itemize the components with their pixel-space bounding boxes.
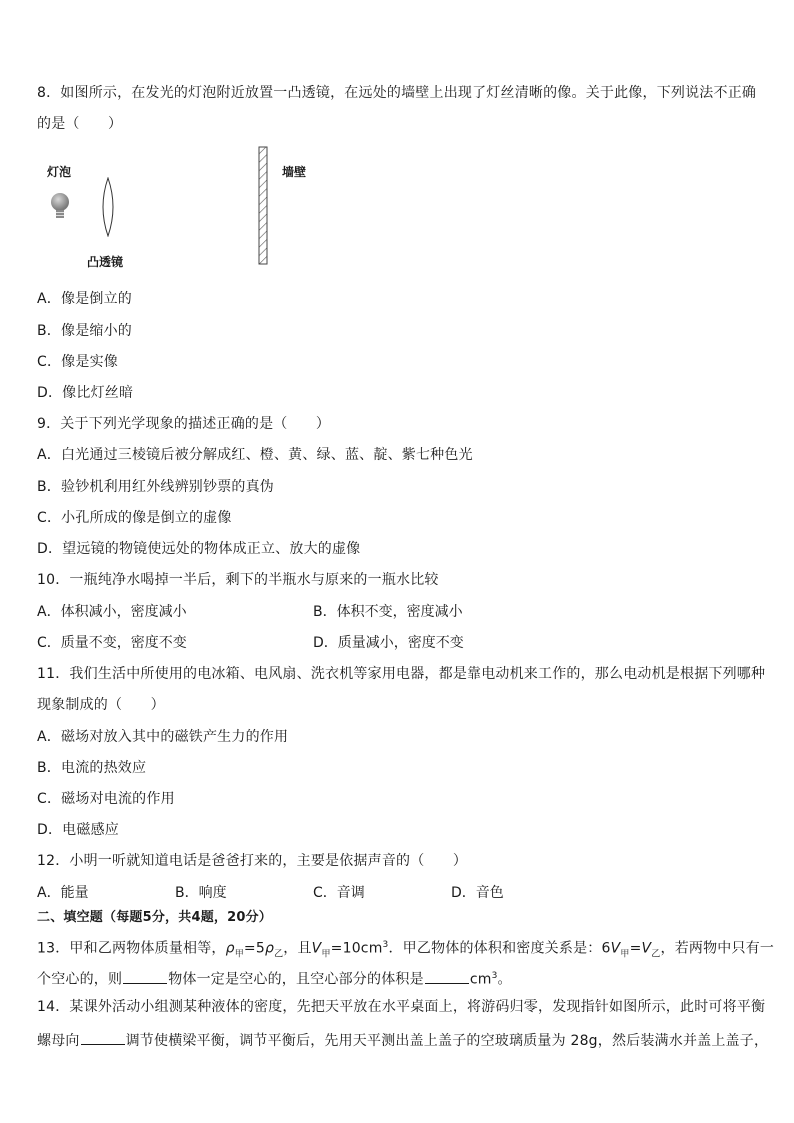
q12-option-a: A．能量 (37, 885, 89, 901)
q13-text-f: = (629, 940, 642, 957)
q13-line2-sup-3: 3 (491, 971, 498, 981)
q10-option-a: A．体积减小，密度减小 (37, 604, 187, 620)
q13-rho: ρ (225, 940, 235, 957)
q9-option-b: B．验钞机利用红外线辨别钞票的真伪 (37, 479, 275, 495)
q11-option-b: B．电流的热效应 (37, 760, 147, 776)
lens-label: 凸透镜 (87, 255, 124, 269)
q11-option-a: A．磁场对放入其中的磁铁产生力的作用 (37, 729, 289, 745)
convex-lens-icon (98, 177, 118, 237)
q8-option-a: A．像是倒立的 (37, 291, 132, 307)
q10-option-c: C．质量不变，密度不变 (37, 635, 187, 651)
q12-option-c: C．音调 (313, 885, 365, 901)
q8-figure (37, 140, 337, 275)
q14-line2-a: 螺母向 (37, 1033, 80, 1049)
q10-option-b: B．体积不变，密度减小 (313, 604, 463, 620)
q13-sup-3: 3 (382, 940, 389, 950)
q13-line2-a: 个空心的，则 (37, 971, 123, 988)
wall-label: 墙壁 (282, 165, 307, 179)
q9-option-d: D．望远镜的物镜使远处的物体成正立、放大的虚像 (37, 541, 361, 557)
q13-text-a: 13．甲和乙两物体质量相等， (37, 940, 226, 957)
q13-text-d: =10cm (330, 940, 383, 957)
q13-rho-2: ρ (264, 940, 275, 957)
q14-stem-line2 (37, 1030, 768, 1050)
q14-blank-1[interactable] (81, 1030, 125, 1045)
q13-sub-jia: 甲 (234, 949, 244, 960)
q11-stem-line1: 11．我们生活中所使用的电冰箱、电风扇、洗衣机等家用电器，都是靠电动机来工作的，那么电动机是根据下列哪种 (37, 666, 766, 682)
q13-blank-2[interactable] (425, 969, 469, 984)
q9-stem: 9．关于下列光学现象的描述正确的是（ ） (37, 416, 331, 432)
q12-option-d: D．音色 (451, 885, 504, 901)
q13-v-2: V (610, 940, 621, 957)
q11-stem-line2: 现象制成的（ ） (37, 697, 165, 713)
q8-option-d: D．像比灯丝暗 (37, 385, 134, 401)
bulb-label: 灯泡 (47, 165, 72, 179)
q14-line2-b: 调节使横梁平衡，调节平衡后，先用天平测出盖上盖子的空玻璃质量为 28g，然后装满水并盖上盖子， (125, 1033, 769, 1049)
q8-stem-line2: 的是（ ） (37, 116, 123, 132)
q13-sub-jia-2: 甲 (321, 949, 331, 960)
q13-v-3: V (641, 940, 652, 957)
q13-stem-line2 (37, 967, 512, 989)
q12-stem: 12．小明一听就知道电话是爸爸打来的，主要是依据声音的（ ） (37, 853, 468, 869)
q13-v: V (311, 940, 322, 957)
q11-option-c: C．磁场对电流的作用 (37, 791, 175, 807)
q9-option-c: C．小孔所成的像是倒立的虚像 (37, 510, 232, 526)
q10-option-d: D．质量减小，密度不变 (313, 635, 464, 651)
bulb-icon (49, 190, 79, 230)
q13-text-e: ．甲乙物体的体积和密度关系是：6 (388, 940, 611, 957)
q14-stem-line1: 14．某课外活动小组测某种液体的密度，先把天平放在水平桌面上，将游码归零，发现指针如图所示，此时可将平衡 (37, 999, 766, 1015)
wall-icon (258, 146, 270, 266)
q13-blank-1[interactable] (123, 969, 167, 984)
q8-stem-line1: 8．如图所示，在发光的灯泡附近放置一凸透镜，在远处的墙壁上出现了灯丝清晰的像。关于此像，下列说法不正确 (37, 85, 757, 101)
q13-text-g: ，若两物中只有一 (660, 940, 775, 957)
q13-sub-yi: 乙 (274, 949, 284, 960)
q13-text-c: ，且 (283, 940, 312, 957)
q12-option-b: B．响度 (175, 885, 227, 901)
q13-line2-d: 。 (497, 971, 512, 988)
q8-option-b: B．像是缩小的 (37, 323, 133, 339)
q11-option-d: D．电磁感应 (37, 822, 119, 838)
q8-option-c: C．像是实像 (37, 354, 118, 370)
q10-stem: 10．一瓶纯净水喝掉一半后，剩下的半瓶水与原来的一瓶水比较 (37, 572, 439, 588)
q13-line2-c: cm (469, 971, 492, 988)
q13-sub-jia-3: 甲 (620, 949, 630, 960)
section-heading-fill-in: 二、填空题（每题5分，共4题，20分） (37, 910, 272, 925)
q13-stem-line1 (37, 936, 774, 963)
q9-option-a: A．白光通过三棱镜后被分解成红、橙、黄、绿、蓝、靛、紫七种色光 (37, 447, 473, 463)
q13-sub-yi-2: 乙 (651, 949, 661, 960)
q13-text-b: =5 (243, 940, 265, 957)
q13-line2-b: 物体一定是空心的，且空心部分的体积是 (168, 971, 424, 988)
